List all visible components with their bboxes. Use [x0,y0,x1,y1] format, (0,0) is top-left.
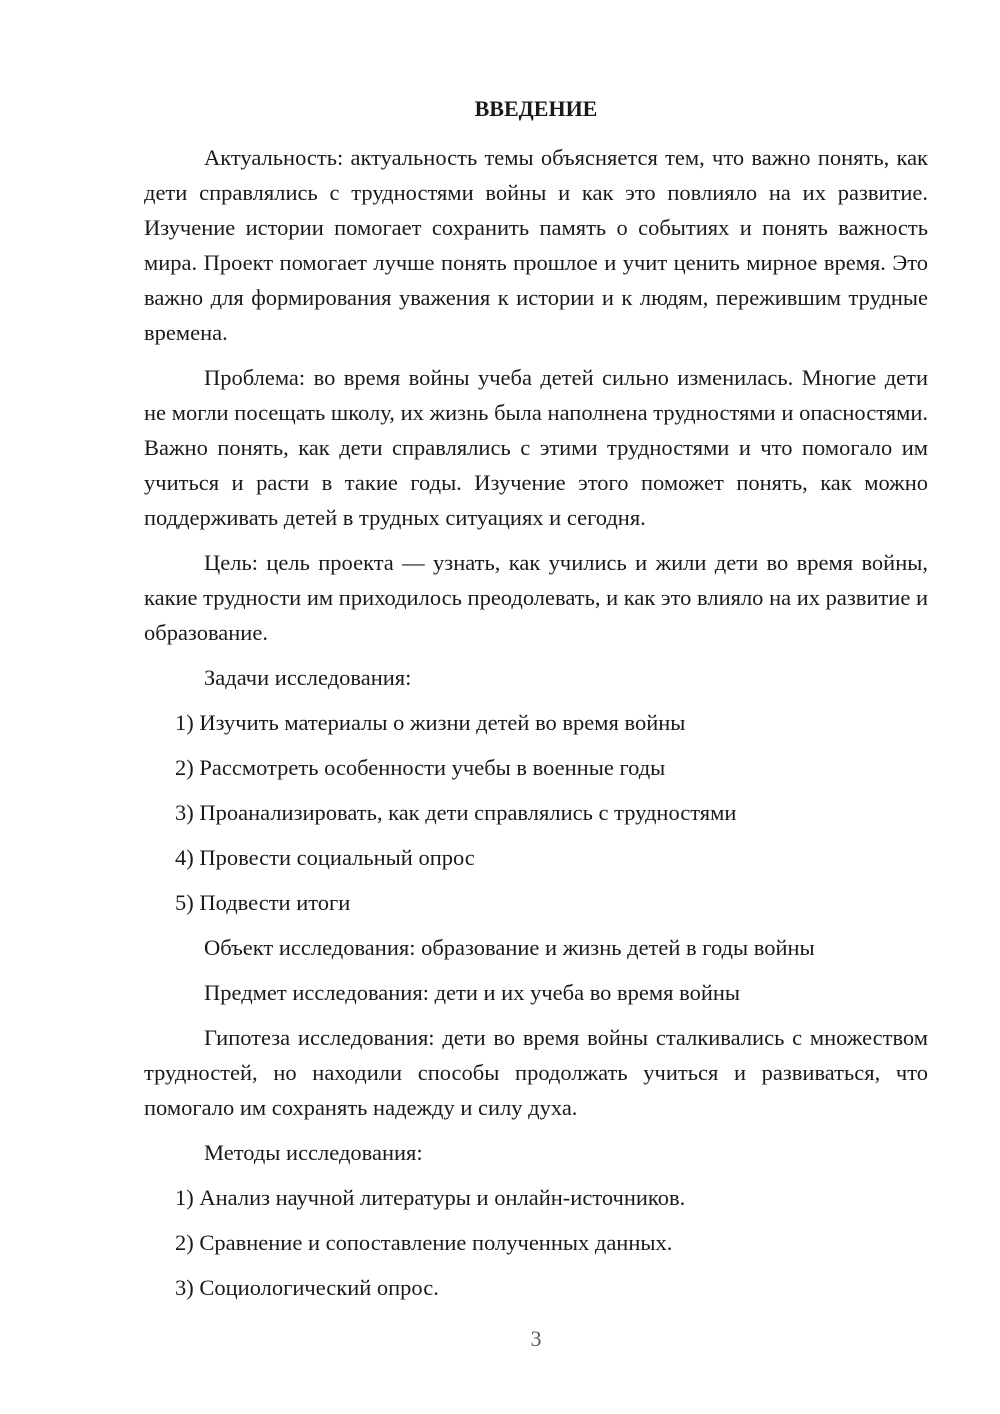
list-item: 1) Анализ научной литературы и онлайн-источников. [175,1185,686,1210]
methods-list [144,1180,928,1305]
goal-paragraph: Цель: цель проекта — узнать, как учились и жили дети во время войны, какие трудности им приходилось преодолевать, и как это влияло на их развитие и образование. [144,550,928,645]
tasks-list [144,705,928,920]
document-page [144,92,928,1315]
methods-heading: Методы исследования: [204,1140,423,1165]
list-item: 2) Сравнение и сопоставление полученных данных. [175,1230,673,1255]
list-item: 3) Проанализировать, как дети справлялись с трудностями [175,800,737,825]
list-item: 3) Социологический опрос. [175,1275,439,1300]
research-subject: Предмет исследования: дети и их учеба во время войны [204,980,741,1005]
tasks-heading: Задачи исследования: [204,665,412,690]
research-object: Объект исследования: образование и жизнь детей в годы войны [204,935,815,960]
list-item: 2) Рассмотреть особенности учебы в военные годы [175,755,666,780]
relevance-paragraph: Актуальность: актуальность темы объясняется тем, что важно понять, как дети справлялись с трудностями войны и как это повлияло на их развитие. Изучение истории помогает сохранить память о событиях и понять важность мира. Проект помогает лучше понять прошлое и учит ценить мирное время. Это важно для формирования уважения к истории и к людям, пережившим трудные времена. [144,145,928,345]
hypothesis-paragraph: Гипотеза исследования: дети во время войны сталкивались с множеством трудностей, но находили способы продолжать учиться и развиваться, что помогало им сохранять надежду и силу духа. [144,1025,928,1120]
list-item: 4) Провести социальный опрос [175,845,475,870]
page-number: 3 [530,1326,542,1351]
list-item: 5) Подвести итоги [175,890,351,915]
problem-paragraph: Проблема: во время войны учеба детей сильно изменилась. Многие дети не могли посещать школу, их жизнь была наполнена трудностями и опасностями. Важно понять, как дети справлялись с этими трудностями и что помогало им учиться и расти в такие годы. Изучение этого поможет понять, как можно поддерживать детей в трудных ситуациях и сегодня. [144,365,928,530]
page-title: ВВЕДЕНИЕ [474,96,598,121]
list-item: 1) Изучить материалы о жизни детей во время войны [175,710,686,735]
